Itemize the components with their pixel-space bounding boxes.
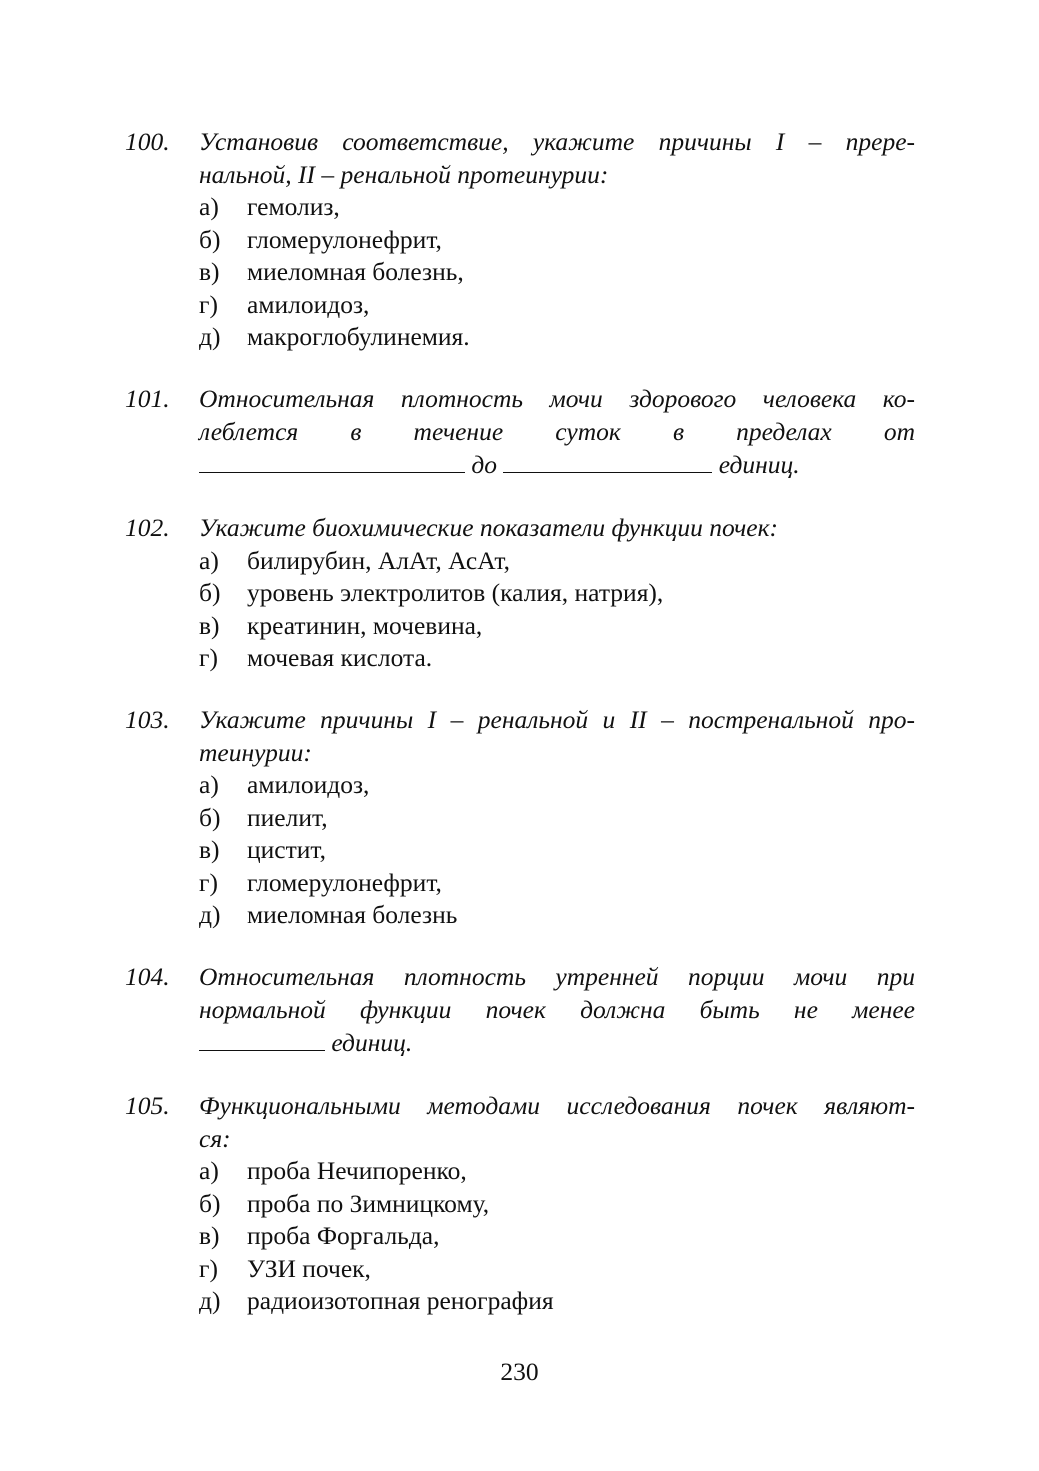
question-100: [125, 126, 915, 354]
option-v: в) миеломная болезнь,: [199, 257, 464, 286]
question-103: [125, 704, 915, 932]
option-b: б) проба по Зимницкому,: [199, 1188, 490, 1218]
question-number: 102.: [125, 513, 170, 542]
options-list: [125, 769, 915, 932]
option-v: в) цистит,: [199, 835, 327, 864]
option-a: а) проба Нечипоренко,: [199, 1156, 467, 1185]
option-v: в) креатинин, мочевина,: [199, 610, 483, 640]
page-number: 230: [500, 1357, 539, 1386]
answer-blank-line: до единиц.: [199, 448, 915, 482]
option-d: д) радиоизотопная ренография: [199, 1286, 554, 1315]
option-g: г) мочевая кислота.: [199, 643, 433, 672]
option-a: а) амилоидоз,: [199, 770, 370, 799]
question-104: [125, 961, 915, 1060]
question-text: Относительная плотность мочи здорового человека ко- леблется в течение суток в пределах от до единиц.: [199, 383, 915, 482]
question-text: Укажите биохимические показатели функции почек:: [199, 513, 778, 542]
question-number: 104.: [125, 962, 170, 991]
question-number: 101.: [125, 384, 170, 413]
question-text: Установив соответствие, укажите причины I – прере- нальной, II – ренальной протеинурии:: [199, 127, 915, 189]
option-a: а) билирубин, АлАт, АсАт,: [199, 545, 510, 575]
option-g: г) амилоидоз,: [199, 289, 370, 319]
option-g: г) УЗИ почек,: [199, 1253, 371, 1283]
option-g: г) гломерулонефрит,: [199, 867, 442, 897]
option-b: б) пиелит,: [199, 802, 328, 832]
question-105: [125, 1090, 915, 1318]
option-d: д) миеломная болезнь: [199, 900, 458, 929]
answer-blank-line: единиц.: [199, 1026, 915, 1060]
answer-blank[interactable]: [503, 448, 712, 473]
option-d: д) макроглобулинемия.: [199, 322, 470, 351]
option-b: б) уровень электролитов (калия, натрия),: [199, 578, 664, 607]
options-list: [125, 191, 915, 354]
options-list: [125, 545, 915, 675]
question-number: 100.: [125, 127, 170, 156]
option-a: а) гемолиз,: [199, 192, 340, 221]
option-v: в) проба Форгальда,: [199, 1221, 440, 1250]
question-number: 103.: [125, 705, 170, 734]
question-text: Относительная плотность утренней порции мочи при нормальной функции почек должна быть не менее единиц.: [199, 961, 915, 1060]
answer-blank[interactable]: [199, 448, 465, 473]
option-b: б) гломерулонефрит,: [199, 224, 442, 254]
question-text: Укажите причины I – ренальной и II – постренальной про- теинурии:: [199, 705, 915, 767]
answer-blank[interactable]: [199, 1026, 325, 1051]
question-text: Функциональными методами исследования почек являют- ся:: [199, 1091, 915, 1153]
question-101: [125, 383, 915, 482]
question-number: 105.: [125, 1091, 170, 1120]
question-102: [125, 512, 915, 675]
options-list: [125, 1155, 915, 1318]
